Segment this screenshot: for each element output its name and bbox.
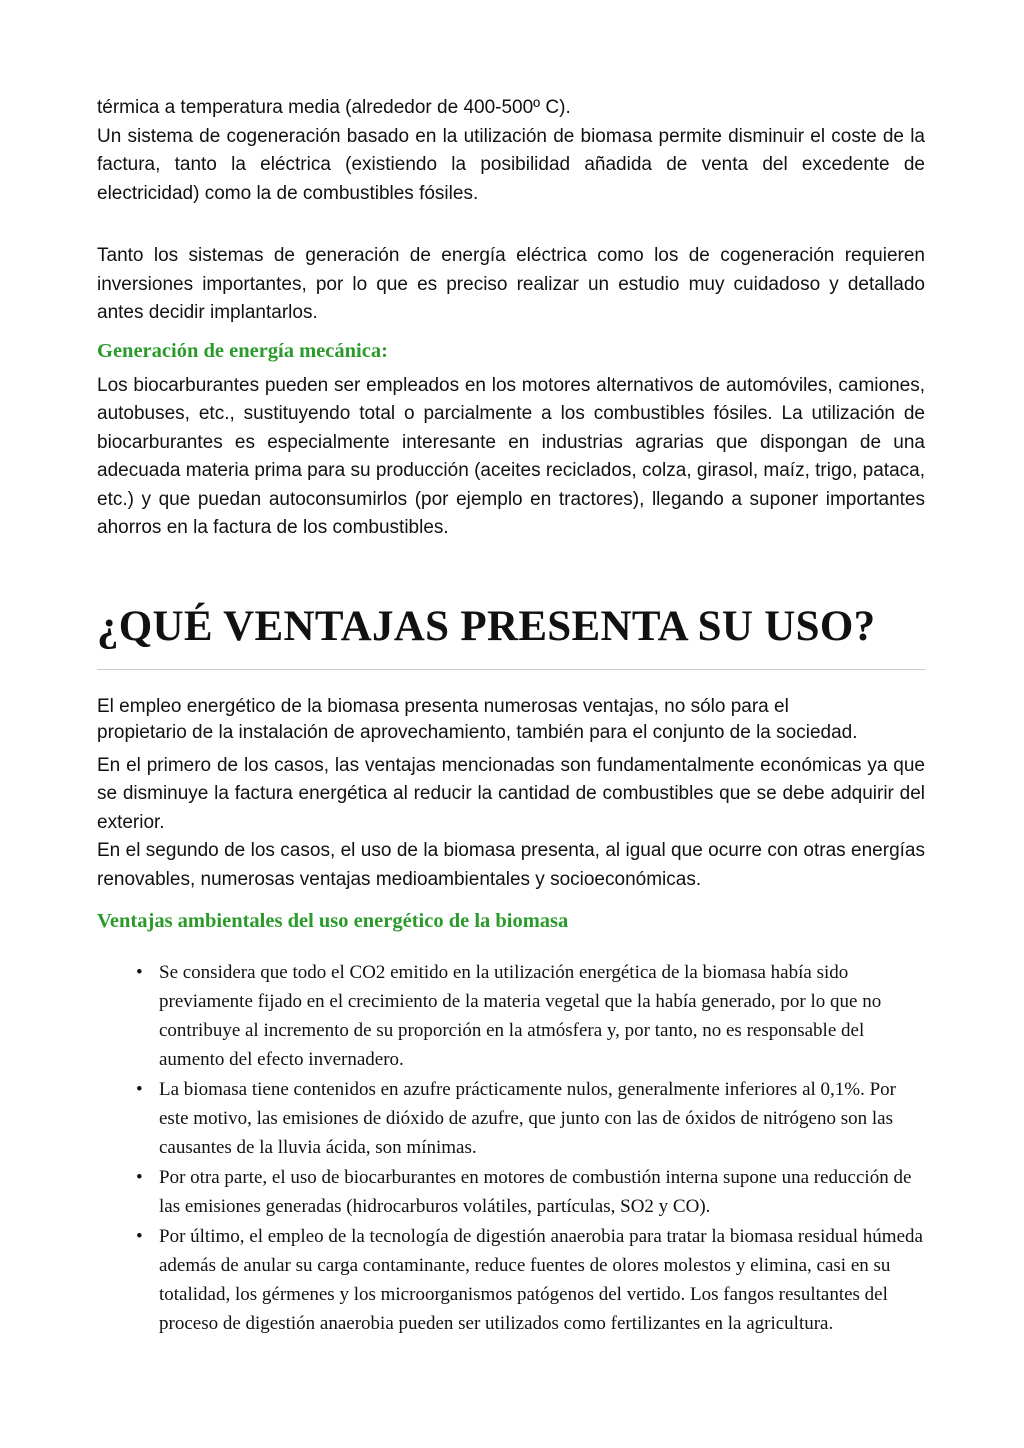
economic-paragraph: En el primero de los casos, las ventajas mencionadas son fundamentalmente económicas ya que se disminuye la factura energética al reducir la cantidad de combustibles que se debe adquirir del exterior.	[97, 754, 925, 833]
bullet-icon: •	[136, 1226, 143, 1247]
biofuel-paragraph: Los biocarburantes pueden ser empleados en los motores alternativos de automóviles, camiones, autobuses, etc., sustituyendo total o parcialmente a los combustibles fósiles. La utilización de biocarburantes es especialmente interesante en industrias agrarias que dispongan de una adecuada materia prima para su producción (aceites reciclados, colza, girasol, maíz, trigo, pataca, etc.) y que puedan autoconsumirlos (por ejemplo en tractores), llegando a suponer importantes ahorros en la factura de los combustibles.	[97, 374, 925, 538]
investment-paragraph: Tanto los sistemas de generación de energía eléctrica como los de cogeneración requieren inversiones importantes, por lo que es preciso realizar un estudio muy cuidadoso y detallado antes decidir implantarlos.	[97, 245, 925, 323]
intro-line: térmica a temperatura media (alrededor de 400-500º C).	[97, 97, 571, 118]
mechanical-section	[97, 336, 925, 543]
advantages-body	[97, 752, 925, 895]
list-item	[97, 958, 925, 1074]
document-page	[97, 94, 925, 1338]
list-item-text: La biomasa tiene contenidos en azufre prácticamente nulos, generalmente inferiores al 0,1%. Por este motivo, las emisiones de dióxido de azufre, que junto con las de óxidos de nitrógeno son las causantes de la lluvia ácida, son mínimas.	[159, 1079, 897, 1158]
list-item	[97, 1075, 925, 1162]
intro-section	[97, 94, 925, 328]
list-item-text: Por otra parte, el uso de biocarburantes en motores de combustión interna supone una reducción de las emisiones generadas (hidrocarburos volátiles, partículas, SO2 y CO).	[159, 1167, 912, 1217]
advantages-line-1: El empleo energético de la biomasa presenta numerosas ventajas, no sólo para el	[97, 695, 789, 717]
advantages-title: ¿QUÉ VENTAJAS PRESENTA SU USO?	[97, 602, 876, 650]
cogeneration-paragraph: Un sistema de cogeneración basado en la utilización de biomasa permite disminuir el coste de la factura, tanto la eléctrica (existiendo la posibilidad añadida de venta del excedente de electricidad) como la de combustibles fósiles.	[97, 125, 925, 204]
advantages-line-2: propietario de la instalación de aprovechamiento, también para el conjunto de la sociedad.	[97, 721, 858, 743]
bullet-icon: •	[136, 1079, 143, 1100]
bullet-icon: •	[136, 1167, 143, 1188]
environmental-heading: Ventajas ambientales del uso energético de la biomasa	[97, 910, 569, 932]
list-item	[97, 1163, 925, 1221]
list-item-text: Por último, el empleo de la tecnología de digestión anaerobia para tratar la biomasa residual húmeda además de anular su carga contaminante, reduce fuentes de olores molestos y elimina, casi en su totalidad, los gérmenes y los microorganismos patógenos del vertido. Los fangos resultantes del proceso de digestión anaerobia pueden ser utilizados como fertilizantes en la agricultura.	[159, 1226, 923, 1334]
bullet-icon: •	[136, 962, 143, 983]
title-divider	[97, 669, 925, 670]
advantages-intro	[97, 694, 925, 746]
mechanical-heading: Generación de energía mecánica:	[97, 339, 388, 362]
social-paragraph: En el segundo de los casos, el uso de la biomasa presenta, al igual que ocurre con otras energías renovables, numerosas ventajas medioambientales y socioeconómicas.	[97, 840, 925, 890]
list-item-text: Se considera que todo el CO2 emitido en la utilización energética de la biomasa había sido previamente fijado en el crecimiento de la materia vegetal que la había generado, por lo que no contribuye al incremento de su proporción en la atmósfera y, por tanto, no es responsable del aumento del efecto invernadero.	[159, 962, 882, 1070]
list-item	[97, 1222, 925, 1338]
environmental-list	[97, 958, 925, 1338]
